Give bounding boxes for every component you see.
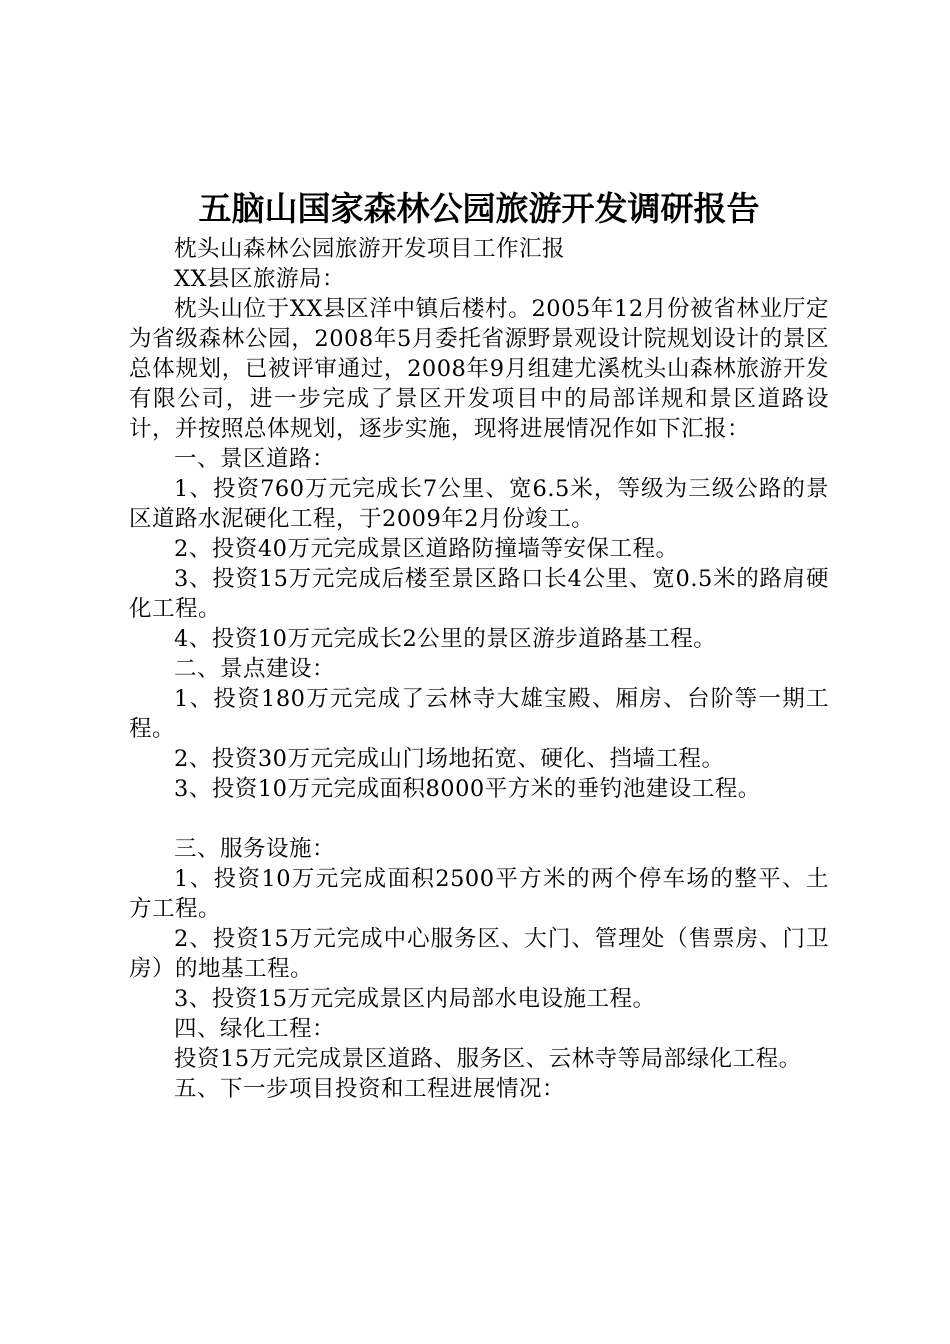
document-page: [129, 186, 829, 1104]
paragraph-item: 2、投资30万元完成山门场地拓宽、硬化、挡墙工程。: [174, 746, 725, 772]
document-title: 五脑山国家森林公园旅游开发调研报告: [198, 189, 760, 228]
blank-line: [129, 804, 829, 834]
paragraph-item: 4、投资10万元完成长2公里的景区游步道路基工程。: [174, 626, 717, 652]
section-heading-scenic-spots: 二、景点建设：: [174, 656, 336, 682]
section-heading-next-steps: 五、下一步项目投资和工程进展情况：: [174, 1076, 566, 1102]
paragraph-item: 3、投资15万元完成后楼至景区路口长4公里、宽0.5米的路肩硬化工程。: [129, 566, 829, 622]
paragraph-item: 1、投资760万元完成长7公里、宽6.5米，等级为三级公路的景区道路水泥硬化工程，于2009年2月份竣工。: [129, 476, 829, 532]
paragraph-subtitle: 枕头山森林公园旅游开发项目工作汇报: [174, 236, 566, 262]
section-heading-greening: 四、绿化工程：: [174, 1016, 336, 1042]
paragraph-item: 3、投资15万元完成景区内局部水电设施工程。: [174, 986, 656, 1012]
paragraph-item: 投资15万元完成景区道路、服务区、云林寺等局部绿化工程。: [174, 1046, 802, 1072]
paragraph-item: 1、投资10万元完成面积2500平方米的两个停车场的整平、土方工程。: [129, 866, 829, 922]
paragraph-recipient: XX县区旅游局：: [174, 266, 346, 292]
section-heading-roads: 一、景区道路：: [174, 446, 336, 472]
paragraph-item: 3、投资10万元完成面积8000平方米的垂钓池建设工程。: [174, 776, 761, 802]
paragraph-item: 2、投资40万元完成景区道路防撞墙等安保工程。: [174, 536, 679, 562]
paragraph-item: 1、投资180万元完成了云林寺大雄宝殿、厢房、台阶等一期工程。: [129, 686, 829, 742]
paragraph-intro: 枕头山位于XX县区洋中镇后楼村。2005年12月份被省林业厅定为省级森林公园，2008年5月委托省源野景观设计院规划设计的景区总体规划，已被评审通过，2008年9月组建尤溪枕头山森林旅游开发有限公司，进一步完成了景区开发项目中的局部详规和景区道路设计，并按照总体规划，逐步实施，现将进展情况作如下汇报：: [129, 296, 829, 442]
section-heading-services: 三、服务设施：: [174, 836, 336, 862]
paragraph-item: 2、投资15万元完成中心服务区、大门、管理处（售票房、门卫房）的地基工程。: [129, 926, 829, 982]
